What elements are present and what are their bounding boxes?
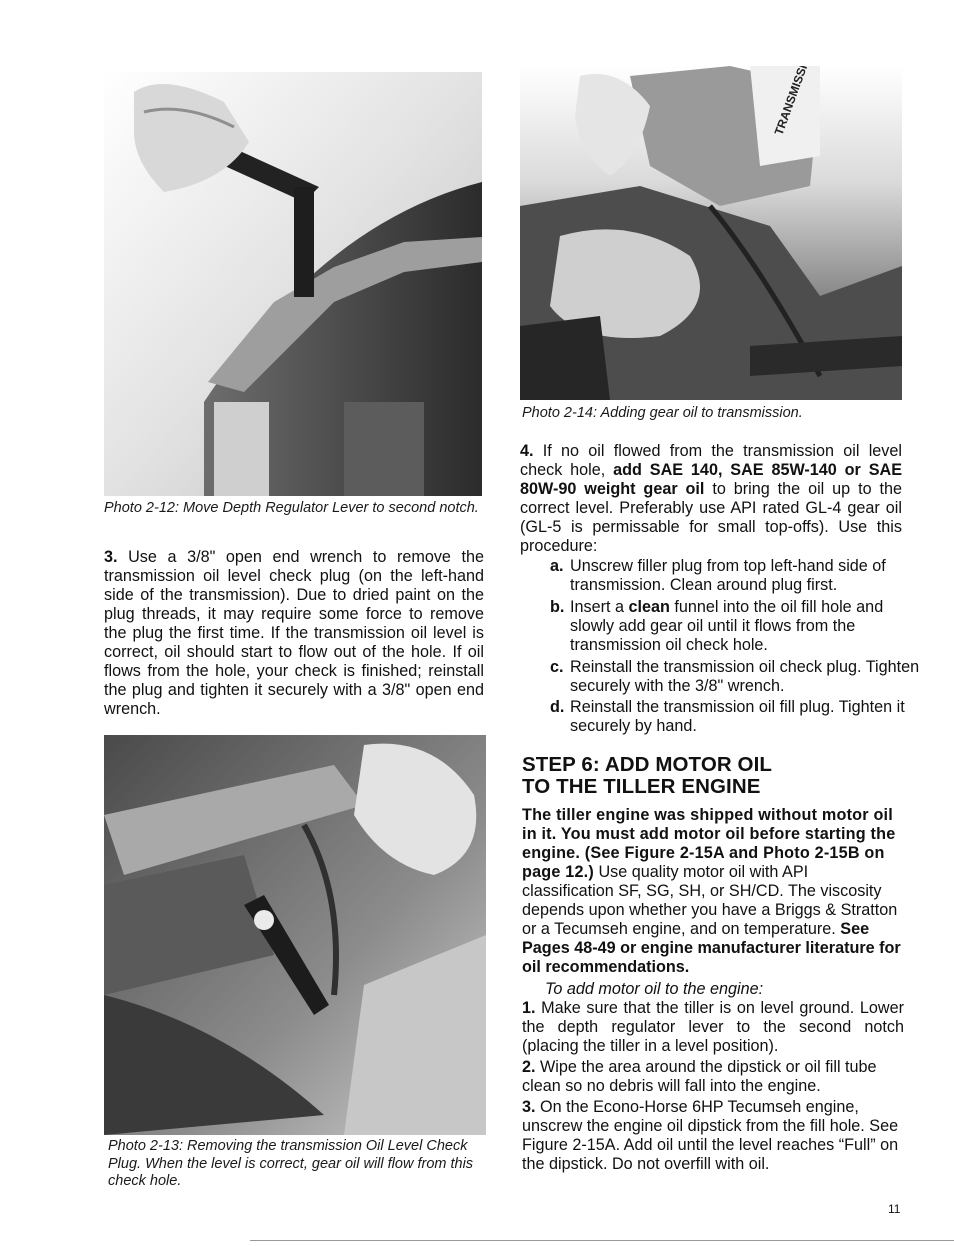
- photo-2-12: [104, 72, 482, 496]
- photo-2-14: [520, 66, 902, 400]
- photo-2-12-caption: Photo 2-12: Move Depth Regulator Lever to second notch.: [104, 500, 479, 516]
- step-4-number: 4.: [520, 442, 534, 460]
- substep-a-letter: a.: [550, 557, 564, 575]
- photo-2-14-caption: Photo 2-14: Adding gear oil to transmission.: [522, 405, 803, 421]
- substep-b-text-2: funnel into the oil fill hole and slowly add gear oil until it flows from the transmission oil check hole.: [570, 598, 884, 654]
- section-heading: [522, 754, 902, 798]
- step-4-bold: add SAE 140, SAE 85W-140 or SAE 80W-90 weight gear oil: [520, 461, 903, 498]
- substep-a-text: Unscrew filler plug from top left-hand side of transmission. Clean around plug first.: [570, 557, 886, 594]
- engine-step-1-text: Make sure that the tiller is on level ground. Lower the depth regulator lever to the second notch (placing the tiller in a level position).: [522, 999, 904, 1055]
- italic-lead: To add motor oil to the engine:: [545, 980, 764, 998]
- step-4-text-1: If no oil flowed from the transmission oil level check hole,: [520, 442, 902, 479]
- substep-d: [550, 698, 922, 736]
- bottle-label: TRANSMISSION: [771, 66, 817, 138]
- engine-step-2-text: Wipe the area around the dipstick or oil fill tube clean so no debris will fall into the engine.: [522, 1058, 877, 1095]
- substep-b-letter: b.: [550, 598, 565, 616]
- substep-b: [550, 598, 922, 655]
- page-number: 11: [888, 1202, 901, 1216]
- engine-intro: [522, 806, 904, 977]
- section-heading-line-1: STEP 6: ADD MOTOR OIL: [522, 753, 773, 776]
- engine-intro-bold-2: See Pages 48-49 or engine manufacturer literature for oil recommendations.: [522, 920, 901, 976]
- substep-b-bold: clean: [628, 598, 670, 616]
- engine-step-1: [522, 999, 904, 1056]
- engine-intro-text: Use quality motor oil with API classification SF, SG, SH, or SH/CD. The viscosity depends upon whether you have a Briggs & Stratton or a Tecumseh engine, and on temperature.: [522, 863, 898, 938]
- step-3-number: 3.: [104, 548, 118, 566]
- photo-2-13: [104, 735, 486, 1135]
- step-3-text: Use a 3/8" open end wrench to remove the transmission oil level check plug (on the left-hand side of the transmission). Due to dried paint on the plug threads, it may require some force to remove the plug the first time. If the transmission oil level is correct, oil should start to flow out of the hole. If oil flows from the hole, your check is finished; reinstall the plug and tighten it securely with a 3/8" open end wrench.: [104, 548, 485, 718]
- substep-d-text: Reinstall the transmission oil fill plug. Tighten it securely by hand.: [570, 698, 905, 735]
- step-3: [104, 548, 484, 719]
- engine-intro-bold-1: The tiller engine was shipped without motor oil in it. You must add motor oil before starting the engine. (See Figure 2-15A and Photo 2-15B on page 12.): [522, 806, 896, 881]
- substep-a: [550, 557, 922, 595]
- substep-b-text-1: Insert a: [570, 598, 624, 616]
- section-heading-line-2: TO THE TILLER ENGINE: [522, 775, 761, 798]
- substep-d-letter: d.: [550, 698, 565, 716]
- engine-step-3: [522, 1098, 904, 1174]
- substep-c-letter: c.: [550, 658, 564, 676]
- engine-step-2: [522, 1058, 904, 1096]
- engine-step-2-number: 2.: [522, 1058, 536, 1076]
- bottom-rule: [250, 1240, 954, 1241]
- substep-c: [550, 658, 922, 696]
- substep-c-text: Reinstall the transmission oil check plug. Tighten securely with the 3/8" wrench.: [570, 658, 920, 695]
- step-4: [520, 442, 902, 556]
- engine-step-3-number: 3.: [522, 1098, 536, 1116]
- engine-step-1-number: 1.: [522, 999, 536, 1017]
- step-4-text-2: to bring the oil up to the correct level. Preferably use API rated GL-4 gear oil (GL-5 is permissable for small top-offs). Use this procedure:: [520, 480, 903, 555]
- engine-step-3-text: On the Econo-Horse 6HP Tecumseh engine, unscrew the engine oil dipstick from the fill hole. See Figure 2-15A. Add oil until the level reaches “Full” on the dipstick. Do not overfill with oil.: [522, 1098, 899, 1173]
- photo-2-13-caption: Photo 2-13: Removing the transmission Oil Level Check Plug. When the level is correct, gear oil will flow from this check hole.: [108, 1138, 474, 1189]
